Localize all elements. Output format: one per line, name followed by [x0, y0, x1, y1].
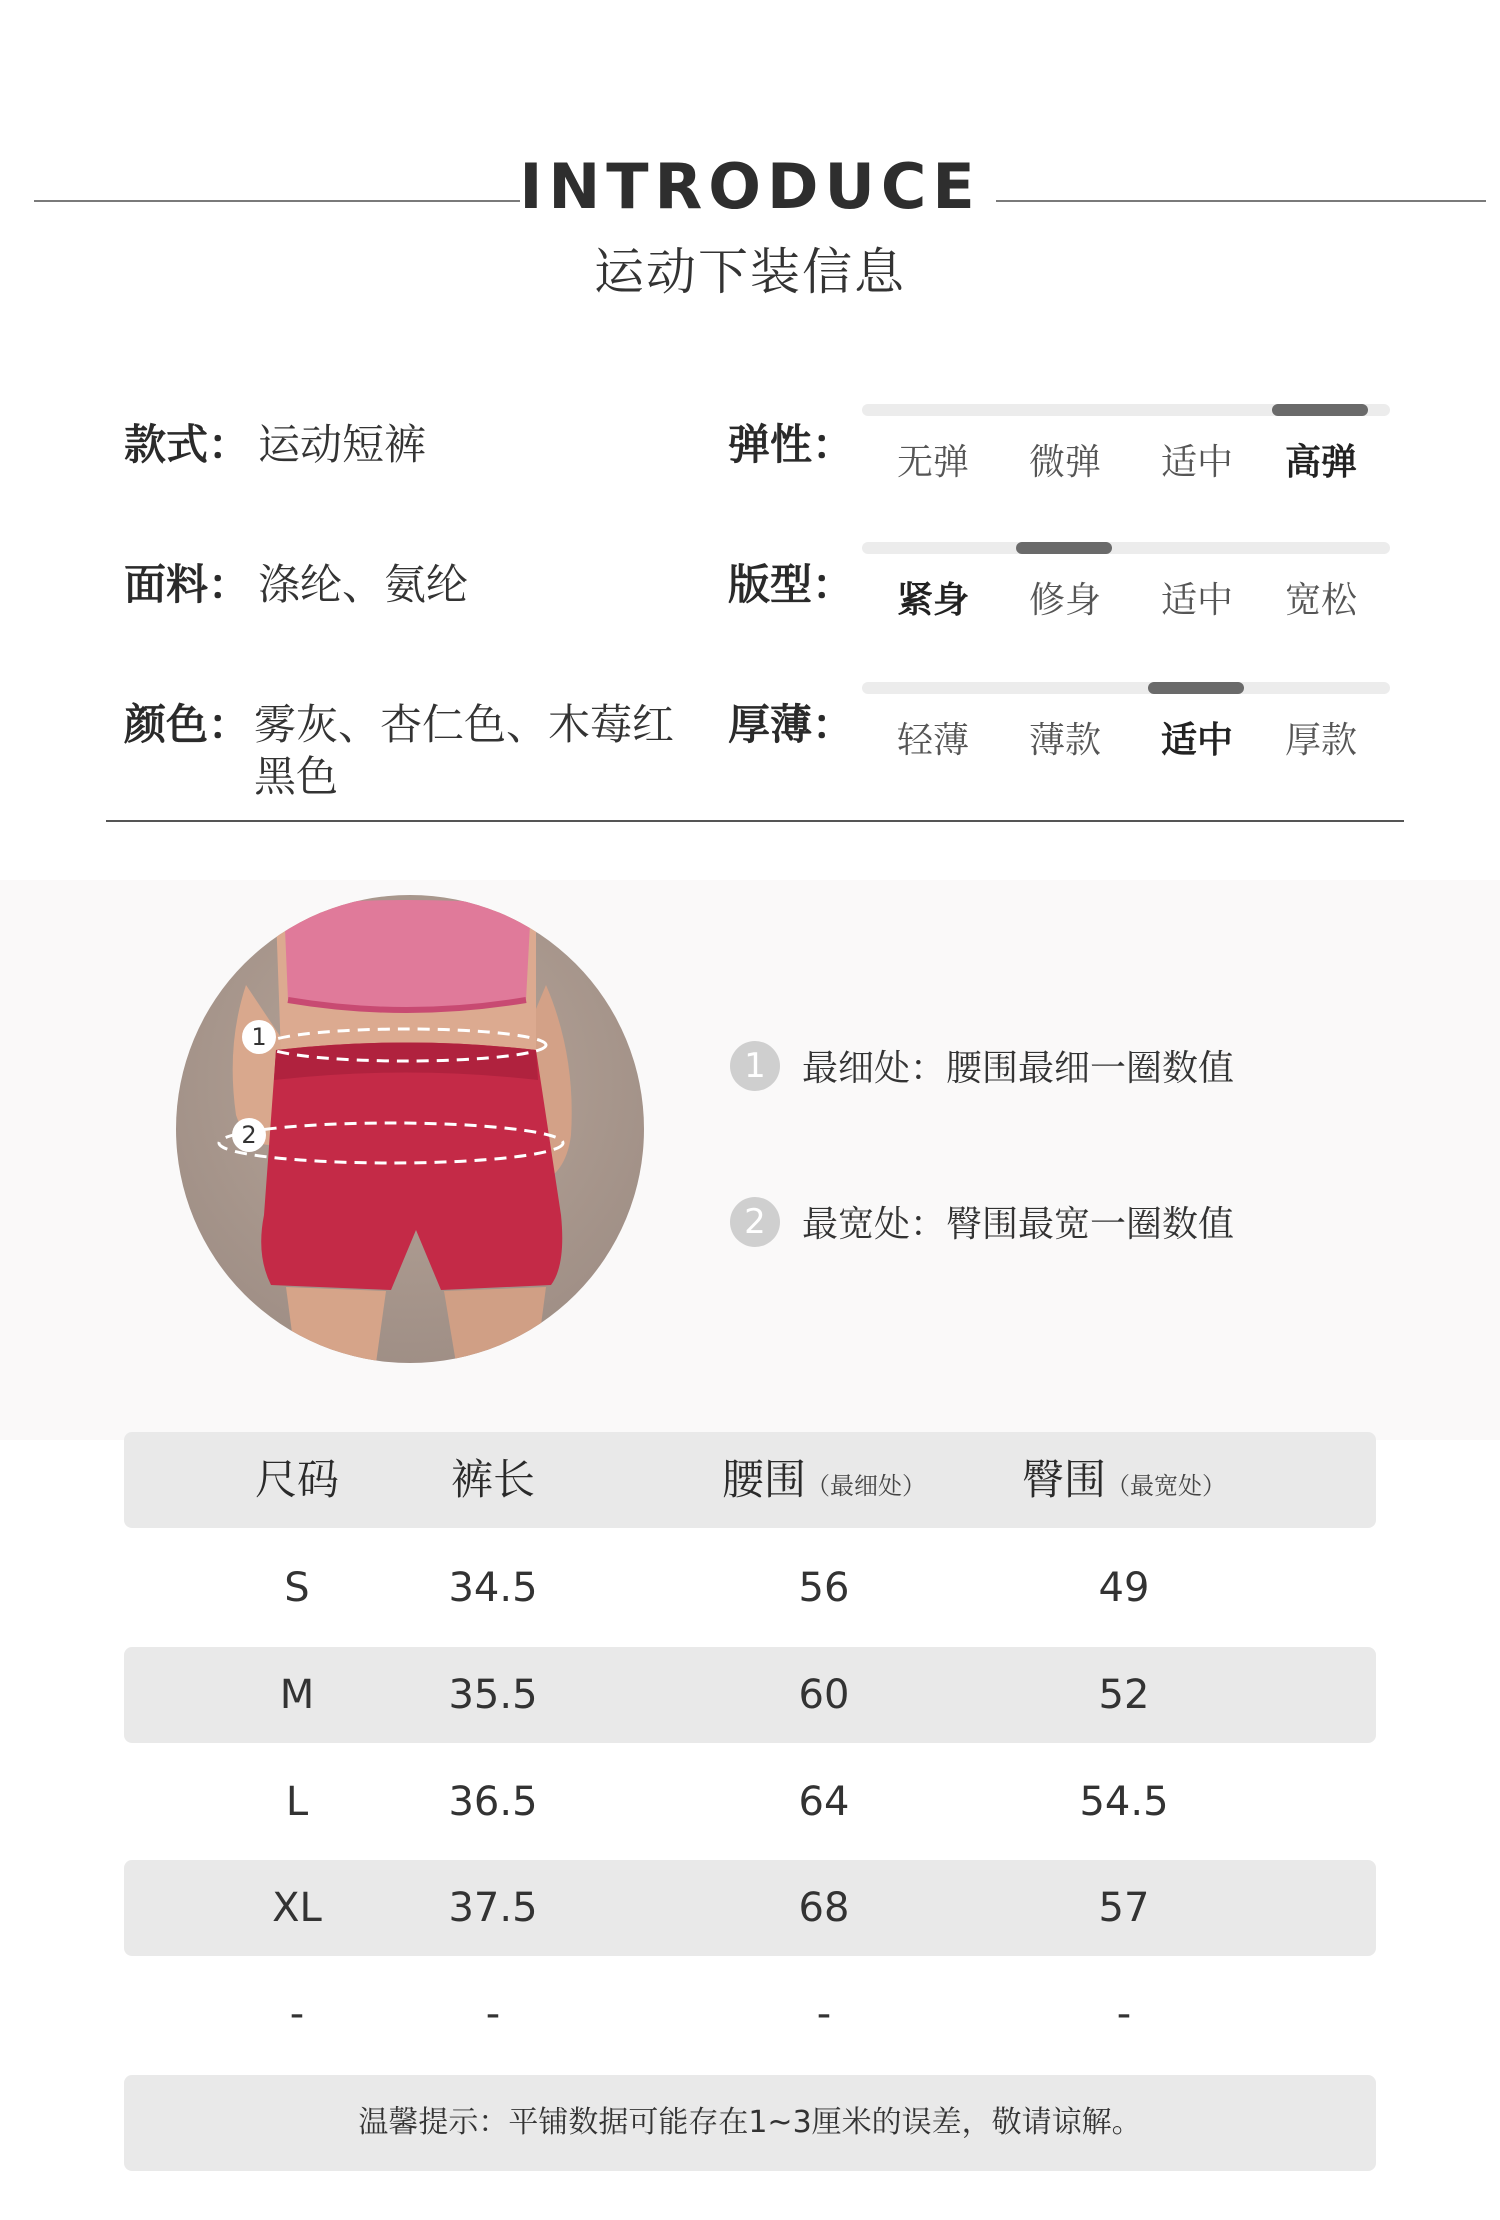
style-label: 款式：: [124, 420, 251, 469]
fabric-label: 面料：: [124, 560, 251, 609]
color-label: 颜色：: [124, 700, 251, 749]
fit-track: [862, 542, 1390, 554]
measure-note-1: [730, 1040, 1234, 1091]
table-row: [124, 1860, 1376, 1956]
elasticity-option-0: 无弹: [896, 442, 969, 483]
thickness-label: 厚薄：: [728, 700, 855, 749]
elasticity-option-2: 适中: [1160, 442, 1233, 483]
measurement-tip: 温馨提示：平铺数据可能存在1~3厘米的误差，敬请谅解。: [124, 2075, 1376, 2171]
thickness-indicator: [1148, 682, 1244, 694]
fabric-value: 涤纶、氨纶: [258, 560, 469, 609]
measure-note-2: [730, 1196, 1234, 1247]
cell-hip: 49: [1098, 1565, 1150, 1611]
elasticity-option-1: 微弹: [1028, 442, 1101, 483]
elasticity-indicator: [1272, 404, 1368, 416]
section-divider: [106, 820, 1404, 822]
thickness-option-2: 适中: [1160, 720, 1233, 761]
cell-hip: 52: [1098, 1672, 1150, 1718]
cell-size: S: [284, 1565, 310, 1611]
note-1-badge: 1: [730, 1041, 780, 1091]
fit-option-1: 修身: [1028, 580, 1101, 621]
cell-size: M: [279, 1672, 315, 1718]
cell-size: L: [285, 1779, 309, 1825]
cell-hip: -: [1116, 1991, 1132, 2037]
thickness-option-0: 轻薄: [896, 720, 969, 761]
cell-size: -: [289, 1991, 305, 2037]
cell-waist: 68: [798, 1885, 850, 1931]
fit-label: 版型：: [728, 560, 855, 609]
thickness-option-1: 薄款: [1028, 720, 1101, 761]
fit-option-2: 适中: [1160, 580, 1233, 621]
elasticity-label: 弹性：: [728, 420, 855, 469]
note-1-text: 最细处：腰围最细一圈数值: [802, 1048, 1235, 1089]
cell-length: 35.5: [448, 1672, 538, 1718]
header-hip: 臀围（最宽处）: [1021, 1455, 1226, 1504]
cell-hip: 57: [1098, 1885, 1150, 1931]
fit-option-0: 紧身: [896, 580, 969, 621]
page-title-en: INTRODUCE: [519, 150, 981, 223]
cell-length: 34.5: [448, 1565, 538, 1611]
header-waist: 腰围（最细处）: [721, 1455, 926, 1504]
fit-indicator: [1016, 542, 1112, 554]
header-size: 尺码: [254, 1455, 339, 1504]
elasticity-option-3: 高弹: [1284, 442, 1357, 483]
style-value: 运动短裤: [258, 420, 427, 469]
cell-length: 36.5: [448, 1779, 538, 1825]
cell-hip: 54.5: [1079, 1779, 1169, 1825]
table-row: [124, 1754, 1376, 1850]
marker-2: 2: [232, 1118, 266, 1152]
cell-length: -: [485, 1991, 501, 2037]
cell-waist: 64: [798, 1779, 850, 1825]
table-header: [124, 1432, 1376, 1528]
cell-size: XL: [272, 1885, 322, 1931]
cell-waist: -: [816, 1991, 832, 2037]
table-row: [124, 1647, 1376, 1743]
table-row: [124, 1540, 1376, 1636]
header-length: 裤长: [450, 1455, 535, 1504]
cell-waist: 56: [798, 1565, 850, 1611]
marker-1: 1: [242, 1020, 276, 1054]
note-2-badge: 2: [730, 1197, 780, 1247]
note-2-text: 最宽处：臀围最宽一圈数值: [802, 1204, 1235, 1245]
color-value-line2: 黑色: [254, 752, 339, 801]
thickness-option-3: 厚款: [1284, 720, 1357, 761]
cell-length: 37.5: [448, 1885, 538, 1931]
page-title-cn: 运动下装信息: [594, 243, 906, 301]
cell-waist: 60: [798, 1672, 850, 1718]
table-row: [124, 1966, 1376, 2062]
elasticity-track: [862, 404, 1390, 416]
thickness-track: [862, 682, 1390, 694]
fit-option-3: 宽松: [1284, 580, 1357, 621]
color-value-line1: 雾灰、杏仁色、木莓红: [254, 700, 675, 749]
